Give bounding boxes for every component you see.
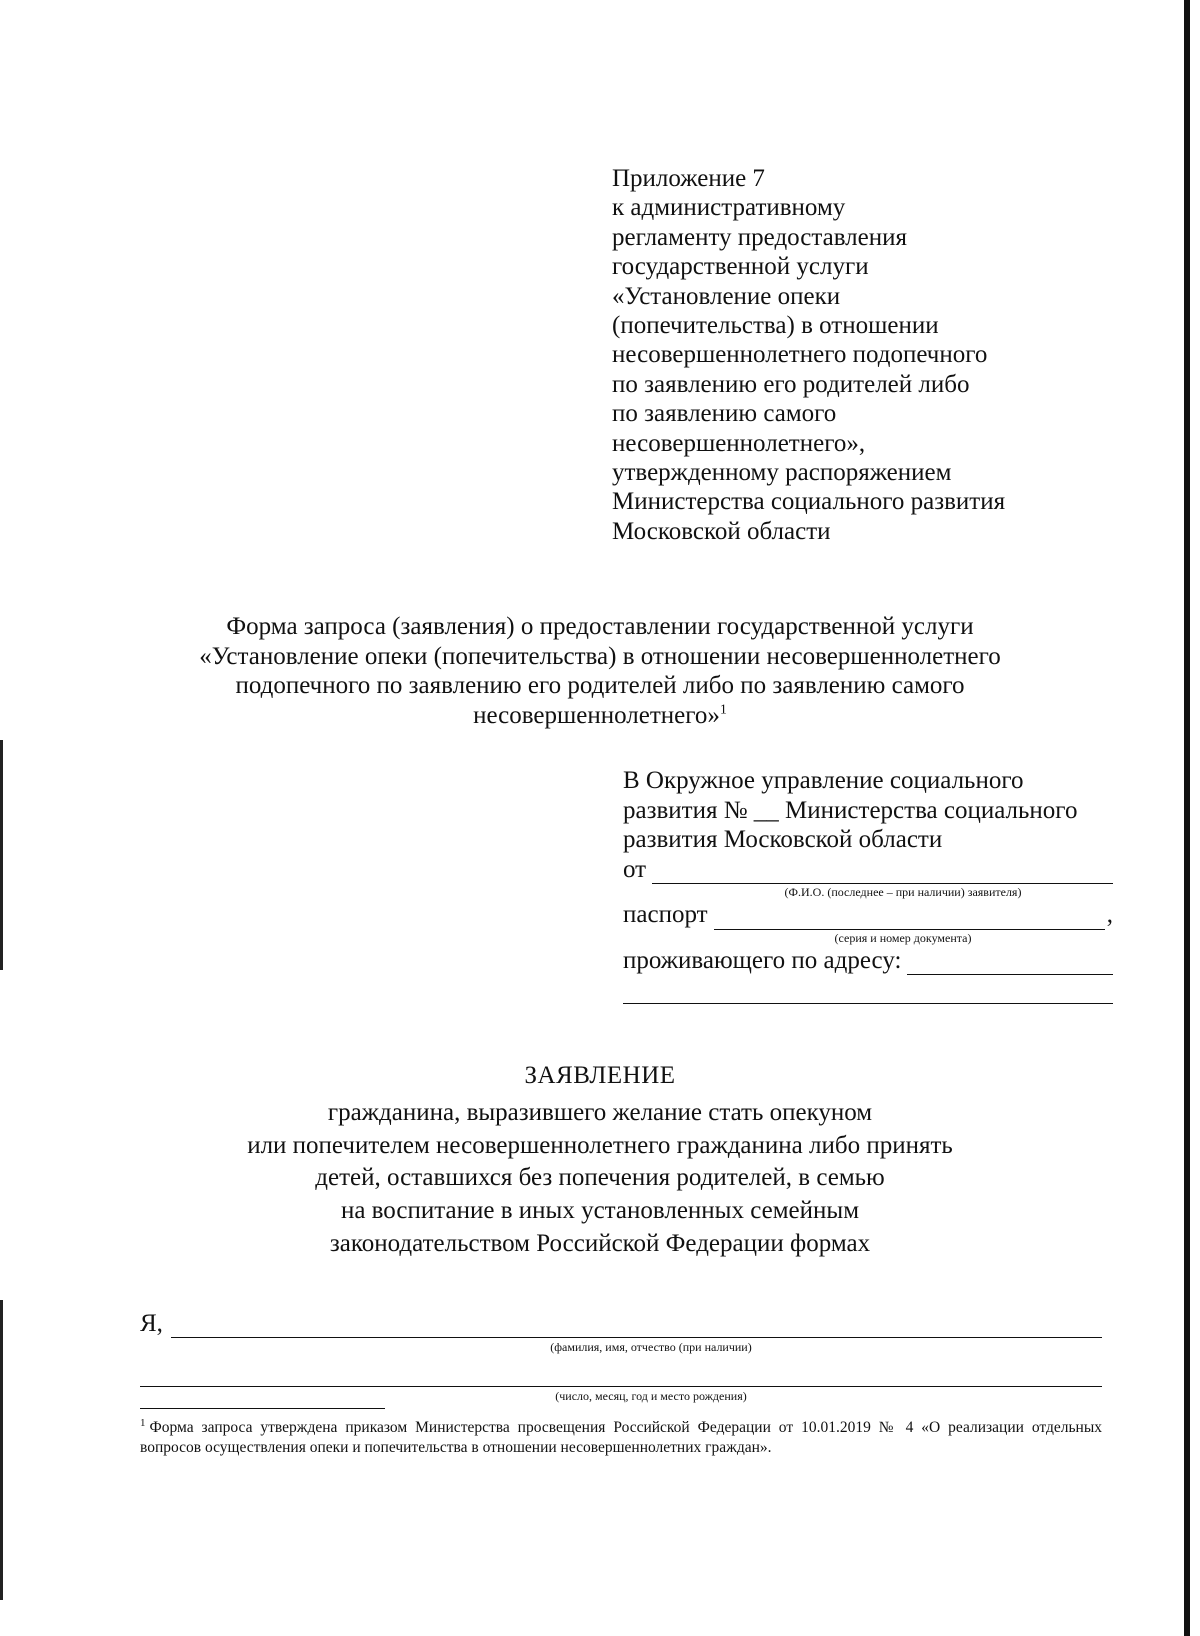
- full-name-field[interactable]: [171, 1313, 1102, 1338]
- appendix-line: по заявлению его родителей либо: [612, 370, 970, 398]
- footnote-text: Форма запроса утверждена приказом Министерства просвещения Российской Федерации от 10.01.2019 № 4 «О реализации отдельных вопросов осуществления опеки и попечительства в отношении несовершеннолетних граждан».: [140, 1419, 1102, 1456]
- appendix-line: Московской области: [612, 517, 831, 545]
- appendix-line: регламенту предоставления: [612, 223, 908, 251]
- scan-edge-right: [1184, 0, 1190, 1636]
- addressee-line: развития № __ Министерства социального: [623, 796, 1078, 824]
- birth-date-place-field[interactable]: [140, 1358, 1102, 1387]
- from-label: от: [623, 855, 647, 883]
- statement-line: на воспитание в иных установленных семейным: [340, 1197, 860, 1225]
- statement-heading: ЗАЯВЛЕНИЕ: [524, 1062, 676, 1089]
- ya-label: Я,: [140, 1310, 163, 1337]
- form-title-line: «Установление опеки (попечительства) в отношении несовершеннолетнего: [199, 642, 1001, 670]
- appendix-line: несовершеннолетнего подопечного: [612, 341, 988, 369]
- passport-caption: (серия и номер документа): [834, 930, 972, 945]
- statement-block: [120, 1060, 1080, 1261]
- address-label: проживающего по адресу:: [623, 946, 902, 974]
- passport-label: паспорт: [623, 901, 708, 928]
- form-title-last-line: [150, 701, 1050, 731]
- statement-line: или попечителем несовершеннолетнего гражданина либо принять: [247, 1131, 953, 1159]
- form-title: [150, 612, 1050, 730]
- applicant-name-field[interactable]: [652, 861, 1113, 884]
- addressee-line: развития Московской области: [623, 826, 943, 853]
- from-caption: (Ф.И.О. (последнее – при наличии) заявителя): [784, 885, 1022, 899]
- statement-line: законодательством Российской Федерации формах: [329, 1229, 871, 1257]
- footnote-marker: 1: [140, 1416, 146, 1429]
- scan-edge-left: [0, 1300, 3, 1600]
- footnote-reference: 1: [719, 702, 727, 718]
- birth-date-place-caption: (число, месяц, год и место рождения): [555, 1389, 747, 1403]
- footnote: [140, 1418, 1102, 1457]
- addressee-block: [623, 766, 1113, 1004]
- form-title-line: подопечного по заявлению его родителей либо по заявлению самого: [235, 672, 965, 699]
- address-field-continued[interactable]: [623, 977, 1113, 1004]
- form-title-line: Форма запроса (заявления) о предоставлении государственной услуги: [226, 613, 974, 640]
- appendix-line: несовершеннолетнего»,: [612, 429, 866, 457]
- passport-row: [623, 900, 1113, 930]
- appendix-line: по заявлению самого: [612, 400, 837, 428]
- scan-edge-left: [0, 740, 3, 970]
- address-row: [623, 946, 1113, 976]
- appendix-block: [612, 164, 1072, 546]
- appendix-line: Министерства социального развития: [612, 488, 1006, 516]
- address-field[interactable]: [907, 952, 1113, 975]
- statement-line: детей, оставшихся без попечения родителей, в семью: [315, 1164, 885, 1192]
- form-title-line: несовершеннолетнего»: [473, 701, 720, 729]
- appendix-line: утвержденному распоряжением: [612, 459, 952, 487]
- passport-comma: ,: [1106, 901, 1113, 928]
- applicant-name-row: [140, 1310, 1102, 1338]
- appendix-line: к административному: [612, 194, 846, 222]
- passport-field[interactable]: [714, 907, 1105, 930]
- appendix-line: «Установление опеки: [612, 282, 841, 310]
- appendix-line: государственной услуги: [612, 253, 869, 281]
- full-name-caption: (фамилия, имя, отчество (при наличии): [550, 1340, 752, 1354]
- from-row: [623, 855, 1113, 885]
- footnote-separator: [140, 1408, 385, 1409]
- appendix-line: (попечительства) в отношении: [612, 312, 939, 340]
- applicant-block: [140, 1310, 1102, 1405]
- addressee-line: В Окружное управление социального: [623, 767, 1024, 794]
- statement-line: гражданина, выразившего желание стать опекуном: [327, 1098, 873, 1126]
- appendix-line: Приложение 7: [612, 165, 765, 192]
